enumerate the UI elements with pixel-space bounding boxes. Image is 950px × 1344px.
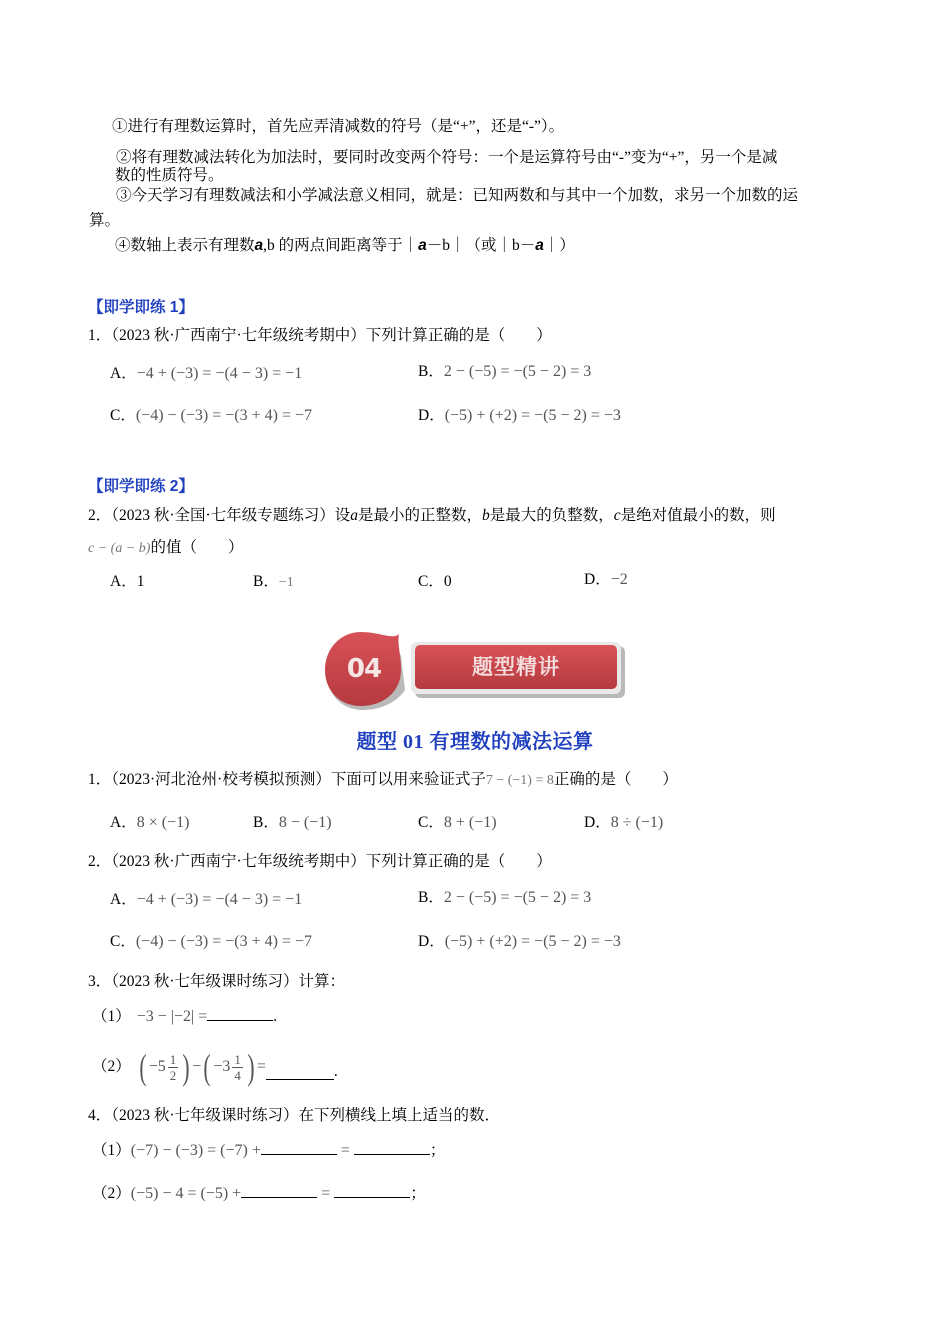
whole-1: −5 xyxy=(148,1058,166,1075)
var-a: a xyxy=(350,507,358,524)
practice-1-option-d xyxy=(418,406,621,426)
question-end: 是绝对值最小的数，则 xyxy=(620,507,776,524)
q1-option-b xyxy=(253,813,332,833)
option-letter: D． xyxy=(584,814,611,831)
option-expr: 8 ÷ (−1) xyxy=(610,814,664,831)
q4-part-2-label: （2） xyxy=(92,1185,131,1202)
option-letter: B． xyxy=(418,889,444,906)
q4-question: 4．（2023 秋·七年级课时练习）在下列横线上填上适当的数． xyxy=(88,1107,501,1124)
q3-part-2 xyxy=(92,1044,338,1090)
option-expr: (−5) + (+2) = −(5 − 2) = −3 xyxy=(444,933,621,950)
practice-1-label: 【即学即练 1】 xyxy=(88,299,194,316)
note-4-var-a2: a xyxy=(418,237,427,254)
question-prefix: 2．（2023 秋·全国·七年级专题练习）设 xyxy=(88,507,351,524)
q1-expr: 7 − (−1) = 8 xyxy=(485,773,554,788)
q1-suffix: 正确的是（ ） xyxy=(553,771,678,788)
option-expr: −4 + (−3) = −(4 − 3) = −1 xyxy=(136,891,303,908)
paren-close-2: ) xyxy=(247,1047,255,1087)
equals-sign: = xyxy=(256,1058,266,1075)
note-4-var-a3: a xyxy=(535,237,544,254)
q4-part-2-eq: = xyxy=(321,1185,331,1202)
q1-question xyxy=(88,770,678,791)
option-expr: −2 xyxy=(610,571,628,588)
q2-question: 2．（2023 秋·广西南宁·七年级统考期中）下列计算正确的是（ ） xyxy=(88,853,552,870)
q3-question: 3．（2023 秋·七年级课时练习）计算： xyxy=(88,973,346,990)
practice-2-option-c xyxy=(418,572,452,592)
q3-part-1-blank[interactable] xyxy=(207,1006,273,1021)
note-4 xyxy=(115,236,575,256)
option-expr: 1 xyxy=(136,573,145,590)
option-expr: 8 + (−1) xyxy=(443,814,497,831)
option-letter: A． xyxy=(110,891,137,908)
option-expr: (−5) + (+2) = −(5 − 2) = −3 xyxy=(444,407,621,424)
q4-part-2 xyxy=(92,1183,426,1204)
var-b: b xyxy=(481,507,490,524)
option-letter: B． xyxy=(253,573,279,590)
option-expr: 8 − (−1) xyxy=(278,814,332,831)
note-2-line-2: 数的性质符号。 xyxy=(115,167,224,184)
q3-part-1-label: （1） xyxy=(92,1008,131,1025)
practice-1-question: 1．（2023 秋·广西南宁·七年级统考期中）下列计算正确的是（ ） xyxy=(88,327,552,344)
denominator-2: 4 xyxy=(234,1067,241,1083)
q3-part-1-end: . xyxy=(273,1008,278,1025)
practice-2-label: 【即学即练 2】 xyxy=(88,478,194,495)
practice-1-option-c xyxy=(110,406,312,426)
option-letter: C． xyxy=(110,407,136,424)
q4-part-2-end: ； xyxy=(410,1185,426,1202)
fraction-2 xyxy=(232,1052,243,1083)
option-letter: D． xyxy=(418,407,445,424)
q4-part-1-blank-1[interactable] xyxy=(261,1140,337,1155)
whole-2: −3 xyxy=(213,1058,231,1075)
section-banner xyxy=(325,630,625,710)
numerator-1: 1 xyxy=(169,1051,177,1067)
q1-prefix: 1．（2023·河北沧州·校考模拟预测）下面可以用来验证式子 xyxy=(88,771,486,788)
note-2-line-1: ②将有理数减法转化为加法时，要同时改变两个符号：一个是运算符号由“-”变为“+”，另一个是减 xyxy=(116,149,778,166)
option-letter: C． xyxy=(110,933,136,950)
banner-number: 04 xyxy=(346,654,382,684)
option-expr: −4 + (−3) = −(4 − 3) = −1 xyxy=(136,365,303,382)
q4-part-1-label: （1） xyxy=(92,1142,131,1159)
practice-2-option-d xyxy=(584,570,628,590)
q2-option-c xyxy=(110,932,312,952)
paren-close: ) xyxy=(182,1047,190,1087)
practice-2-option-a xyxy=(110,572,144,592)
note-4-end: ｜） xyxy=(543,237,575,254)
q3-part-2-blank[interactable] xyxy=(266,1065,334,1080)
q4-part-1 xyxy=(92,1140,445,1161)
practice-2-expr-line xyxy=(88,538,243,559)
q1-option-a xyxy=(110,813,189,833)
option-expr: 2 − (−5) = −(5 − 2) = 3 xyxy=(443,889,592,906)
option-letter: D． xyxy=(418,933,445,950)
note-4-mid: ,b 的两点间距离等于｜ xyxy=(263,237,419,254)
q4-part-1-end: ； xyxy=(429,1142,446,1159)
note-3-line-1: ③今天学习有理数减法和小学减法意义相同，就是：已知两数和与其中一个加数，求另一个加数的运 xyxy=(116,187,799,204)
q3-part-1 xyxy=(92,1006,277,1027)
denominator-1: 2 xyxy=(169,1067,177,1083)
option-expr: −1 xyxy=(278,575,294,590)
q1-option-c xyxy=(418,813,497,833)
practice-1-option-a xyxy=(110,364,302,384)
note-4-var-a: a xyxy=(254,237,264,254)
option-expr: 2 − (−5) = −(5 − 2) = 3 xyxy=(443,363,592,380)
q3-part-2-end: . xyxy=(333,1063,338,1080)
practice-1-option-b xyxy=(418,362,591,382)
option-letter: C． xyxy=(418,573,444,590)
q4-part-1-blank-2[interactable] xyxy=(354,1140,430,1155)
q4-part-2-blank-1[interactable] xyxy=(241,1183,317,1198)
option-letter: B． xyxy=(253,814,279,831)
option-expr: (−4) − (−3) = −(3 + 4) = −7 xyxy=(135,933,312,950)
q4-part-1-expr: (−7) − (−3) = (−7) + xyxy=(130,1142,261,1159)
option-letter: A． xyxy=(110,365,137,382)
option-letter: A． xyxy=(110,814,137,831)
practice-2-option-b xyxy=(253,572,294,593)
fraction-1 xyxy=(168,1052,179,1083)
practice-2-expr: c − (a − b) xyxy=(88,541,151,556)
option-letter: A． xyxy=(110,573,137,590)
note-4-prefix: ④数轴上表示有理数 xyxy=(115,237,255,254)
q4-part-2-blank-2[interactable] xyxy=(334,1183,410,1198)
option-letter: C． xyxy=(418,814,444,831)
paren-open-2: ( xyxy=(203,1047,211,1087)
option-expr: 0 xyxy=(443,573,452,590)
q4-part-1-eq: = xyxy=(340,1142,350,1159)
q2-option-a xyxy=(110,890,302,910)
note-1: ①进行有理数运算时，首先应弄清减数的符号（是“+”，还是“-”）。 xyxy=(112,118,565,135)
minus-sign: − xyxy=(192,1058,202,1075)
var-c: c xyxy=(613,507,621,524)
option-letter: B． xyxy=(418,363,444,380)
question-mid-1: 是最小的正整数， xyxy=(357,507,482,524)
practice-2-question xyxy=(88,506,776,526)
q3-part-2-label: （2） xyxy=(92,1058,131,1075)
q3-part-2-expr xyxy=(137,1047,266,1087)
option-expr: (−4) − (−3) = −(3 + 4) = −7 xyxy=(135,407,312,424)
q2-option-b xyxy=(418,888,591,908)
banner-title: 题型精讲 xyxy=(472,655,560,679)
numerator-2: 1 xyxy=(234,1051,241,1067)
section-title: 题型 01 有理数的减法运算 xyxy=(356,731,594,753)
practice-2-expr-suffix: 的值（ ） xyxy=(150,539,244,556)
q4-part-2-expr: (−5) − 4 = (−5) + xyxy=(130,1185,242,1202)
q1-option-d xyxy=(584,813,663,833)
paren-open: ( xyxy=(139,1047,147,1087)
question-mid-2: 是最大的负整数， xyxy=(489,507,614,524)
note-4-mid2: －b｜（或｜b－ xyxy=(426,237,536,254)
option-expr: 8 × (−1) xyxy=(136,814,190,831)
option-letter: D． xyxy=(584,571,611,588)
q3-part-1-expr: −3 − |−2| = xyxy=(136,1008,208,1025)
note-3-line-2: 算。 xyxy=(89,212,121,229)
q2-option-d xyxy=(418,932,621,952)
